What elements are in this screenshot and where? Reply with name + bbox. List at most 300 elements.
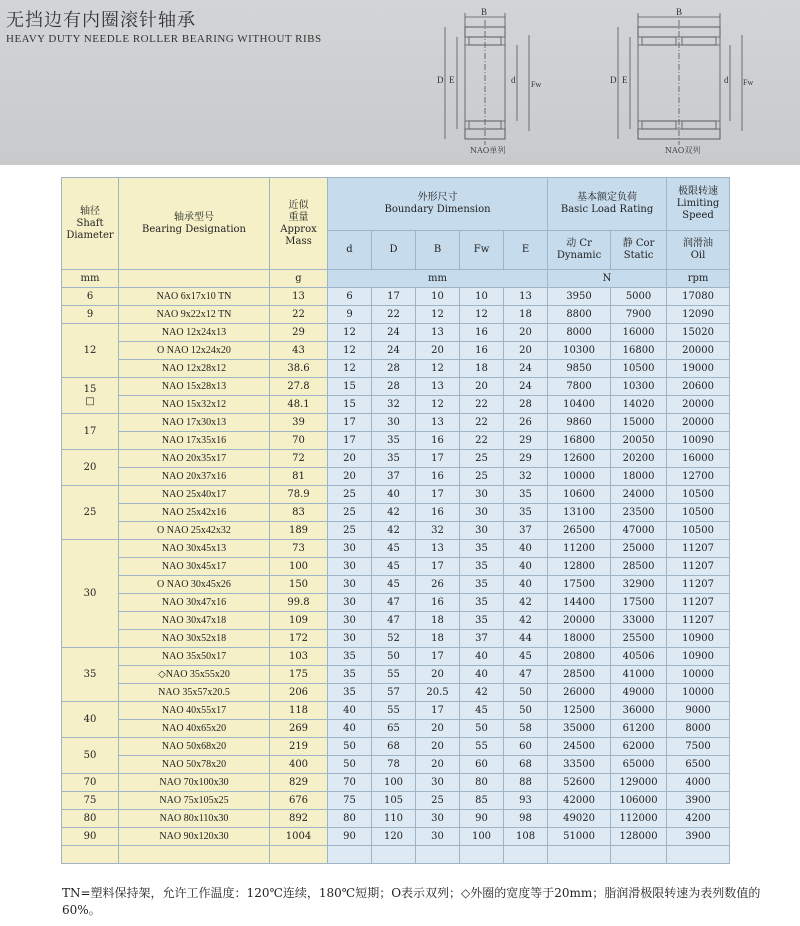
dim-fw-cell: 16 (460, 342, 504, 360)
shaft-diameter-cell (62, 774, 119, 792)
speed-cell: 19000 (667, 360, 730, 378)
designation-cell: NAO 35x57x20.5 (119, 684, 270, 702)
designation-cell: NAO 30x45x17 (119, 558, 270, 576)
dim-fw-cell: 90 (460, 810, 504, 828)
designation-cell: NAO 80x110x30 (119, 810, 270, 828)
empty-cell (611, 846, 667, 864)
dim-d-cell: 30 (372, 414, 416, 432)
speed-cell: 10000 (667, 684, 730, 702)
table-row (62, 666, 730, 684)
nao-double-row-drawing (600, 5, 754, 153)
dim-fw-cell: 35 (460, 612, 504, 630)
designation-cell: NAO 50x68x20 (119, 738, 270, 756)
dim-e-cell: 98 (504, 810, 548, 828)
dynamic-load-cell: 26000 (548, 684, 611, 702)
header-dim-col: d (328, 231, 372, 270)
static-load-cell: 49000 (611, 684, 667, 702)
dim-fw-cell: 22 (460, 432, 504, 450)
dim-fw-cell: 30 (460, 486, 504, 504)
header-text: Speed (682, 210, 714, 221)
header-text: Static (623, 250, 654, 261)
designation-cell: NAO 30x47x18 (119, 612, 270, 630)
table-row (62, 576, 730, 594)
dim-e-cell: 28 (504, 396, 548, 414)
dynamic-load-cell: 26500 (548, 522, 611, 540)
dim-e-cell: 20 (504, 342, 548, 360)
static-load-cell: 40506 (611, 648, 667, 666)
shaft-diameter-cell (62, 306, 119, 324)
header-dim-col: D (372, 231, 416, 270)
speed-cell: 11207 (667, 612, 730, 630)
mass-cell: 219 (270, 738, 328, 756)
speed-cell: 17080 (667, 288, 730, 306)
dim-d-cell: 30 (328, 540, 372, 558)
dynamic-load-cell: 3950 (548, 288, 611, 306)
static-load-cell: 16000 (611, 324, 667, 342)
table-row (62, 828, 730, 846)
mass-cell: 206 (270, 684, 328, 702)
header-dim-col: B (416, 231, 460, 270)
dim-fw-cell: 16 (460, 324, 504, 342)
table-row (62, 612, 730, 630)
dim-d-cell: 45 (372, 558, 416, 576)
dim-d-cell: 37 (372, 468, 416, 486)
dim-d-cell: 15 (328, 396, 372, 414)
mass-cell: 70 (270, 432, 328, 450)
dim-fw-cell: 37 (460, 630, 504, 648)
dynamic-load-cell: 20000 (548, 612, 611, 630)
mass-cell: 1004 (270, 828, 328, 846)
dim-e-cell: 68 (504, 756, 548, 774)
dim-d-cell: 30 (328, 594, 372, 612)
designation-cell: NAO 30x47x16 (119, 594, 270, 612)
table-row (62, 630, 730, 648)
dim-b-cell: 17 (416, 486, 460, 504)
dim-d-cell: 17 (328, 414, 372, 432)
dim-fw-cell: 30 (460, 504, 504, 522)
dim-e-cell: 42 (504, 612, 548, 630)
header-text: 动 Cr (566, 238, 592, 249)
designation-cell: NAO 70x100x30 (119, 774, 270, 792)
dim-b-cell: 16 (416, 594, 460, 612)
dim-d-cell: 30 (328, 612, 372, 630)
dim-d-cell: 35 (328, 684, 372, 702)
table-row (62, 378, 730, 396)
dim-label-d-outer: D (437, 75, 444, 85)
dim-d-cell: 42 (372, 522, 416, 540)
shaft-diameter-value: 90 (83, 830, 97, 842)
nao-single-row-drawing (425, 5, 555, 153)
shaft-diameter-value: 40 (83, 713, 97, 725)
page-title-en: HEAVY DUTY NEEDLE ROLLER BEARING WITHOUT RIBS (6, 33, 322, 45)
dim-d-cell: 35 (372, 432, 416, 450)
speed-cell: 11207 (667, 594, 730, 612)
dim-d-cell: 40 (328, 720, 372, 738)
empty-cell (270, 846, 328, 864)
shaft-diameter-mark: □ (85, 395, 95, 407)
caption-single-row: NAO单列 (470, 146, 506, 155)
dim-b-cell: 20 (416, 738, 460, 756)
mass-cell: 22 (270, 306, 328, 324)
mass-cell: 73 (270, 540, 328, 558)
dynamic-load-cell: 20800 (548, 648, 611, 666)
speed-cell: 10500 (667, 504, 730, 522)
header-text: 近似 (288, 199, 309, 211)
header-approx-mass (270, 178, 328, 270)
dim-b-cell: 20 (416, 720, 460, 738)
dim-fw-cell: 18 (460, 360, 504, 378)
dim-label-d-outer: D (610, 75, 617, 85)
dynamic-load-cell: 7800 (548, 378, 611, 396)
dynamic-load-cell: 18000 (548, 630, 611, 648)
designation-cell: NAO 6x17x10 TN (119, 288, 270, 306)
designation-cell: NAO 12x24x13 (119, 324, 270, 342)
dim-fw-cell: 60 (460, 756, 504, 774)
speed-cell: 3900 (667, 828, 730, 846)
table-row (62, 450, 730, 468)
designation-cell: NAO 15x32x12 (119, 396, 270, 414)
dynamic-load-cell: 42000 (548, 792, 611, 810)
header-boundary-dimension (328, 178, 548, 231)
dim-fw-cell: 50 (460, 720, 504, 738)
page-title-cn: 无挡边有内圈滚针轴承 (6, 10, 196, 31)
mass-cell: 118 (270, 702, 328, 720)
dim-d-cell: 40 (372, 486, 416, 504)
table-row (62, 738, 730, 756)
dim-d-cell: 15 (328, 378, 372, 396)
dynamic-load-cell: 10300 (548, 342, 611, 360)
dynamic-load-cell: 14400 (548, 594, 611, 612)
dim-fw-cell: 100 (460, 828, 504, 846)
mass-cell: 29 (270, 324, 328, 342)
speed-cell: 12700 (667, 468, 730, 486)
header-text: Bearing Designation (142, 223, 246, 235)
table-row (62, 342, 730, 360)
unit-load: N (548, 270, 667, 288)
designation-cell: NAO 15x28x13 (119, 378, 270, 396)
dim-e-cell: 13 (504, 288, 548, 306)
dim-d-cell: 30 (328, 558, 372, 576)
shaft-diameter-cell (62, 450, 119, 486)
speed-cell: 12090 (667, 306, 730, 324)
table-row (62, 468, 730, 486)
dim-e-cell: 24 (504, 360, 548, 378)
dim-d-cell: 24 (372, 324, 416, 342)
dim-b-cell: 10 (416, 288, 460, 306)
shaft-diameter-value: 50 (83, 749, 97, 761)
designation-cell: NAO 20x37x16 (119, 468, 270, 486)
dim-d-cell: 17 (372, 288, 416, 306)
table-row (62, 432, 730, 450)
dim-fw-cell: 35 (460, 594, 504, 612)
dim-e-cell: 37 (504, 522, 548, 540)
shaft-diameter-cell (62, 648, 119, 702)
speed-cell: 11207 (667, 558, 730, 576)
static-load-cell: 61200 (611, 720, 667, 738)
dim-b-cell: 13 (416, 324, 460, 342)
shaft-diameter-value: 12 (83, 344, 97, 356)
mass-cell: 48.1 (270, 396, 328, 414)
speed-cell: 10900 (667, 630, 730, 648)
dim-d-cell: 68 (372, 738, 416, 756)
table-row (62, 306, 730, 324)
dim-d-cell: 47 (372, 612, 416, 630)
dim-d-cell: 42 (372, 504, 416, 522)
header-text: Limiting (676, 198, 720, 209)
dim-d-cell: 35 (328, 648, 372, 666)
dim-e-cell: 108 (504, 828, 548, 846)
static-load-cell: 62000 (611, 738, 667, 756)
static-load-cell: 25000 (611, 540, 667, 558)
dim-d-cell: 55 (372, 666, 416, 684)
dim-b-cell: 12 (416, 360, 460, 378)
dim-b-cell: 30 (416, 774, 460, 792)
header-text: 基本额定负荷 (577, 192, 638, 203)
header-text: Shaft (76, 217, 104, 229)
dim-fw-cell: 10 (460, 288, 504, 306)
dim-d-cell: 90 (328, 828, 372, 846)
designation-cell: NAO 75x105x25 (119, 792, 270, 810)
dim-d-cell: 52 (372, 630, 416, 648)
table-row (62, 774, 730, 792)
dim-e-cell: 35 (504, 486, 548, 504)
dim-label-b: B (481, 7, 488, 17)
dim-e-cell: 32 (504, 468, 548, 486)
dim-label-e: E (622, 75, 628, 85)
mass-cell: 175 (270, 666, 328, 684)
dynamic-load-cell: 28500 (548, 666, 611, 684)
static-load-cell: 33000 (611, 612, 667, 630)
dim-d-cell: 17 (328, 432, 372, 450)
mass-cell: 189 (270, 522, 328, 540)
dim-d-cell: 32 (372, 396, 416, 414)
header-text: Basic Load Rating (560, 204, 654, 215)
speed-cell: 3900 (667, 792, 730, 810)
header-text: Boundary Dimension (384, 204, 491, 215)
header-text: Dynamic (556, 250, 602, 261)
shaft-diameter-cell (62, 288, 119, 306)
dim-b-cell: 12 (416, 306, 460, 324)
header-text: 静 Cor (622, 238, 655, 249)
designation-cell: NAO 12x28x12 (119, 360, 270, 378)
header-text: Approx (280, 223, 317, 235)
header-text: Oil (690, 250, 706, 261)
table-row (62, 396, 730, 414)
mass-cell: 100 (270, 558, 328, 576)
dynamic-load-cell: 9860 (548, 414, 611, 432)
speed-cell: 10000 (667, 666, 730, 684)
dim-d-cell: 57 (372, 684, 416, 702)
dim-b-cell: 12 (416, 396, 460, 414)
dim-b-cell: 17 (416, 558, 460, 576)
dim-b-cell: 17 (416, 450, 460, 468)
dim-d-cell: 55 (372, 702, 416, 720)
shaft-diameter-value: 35 (83, 668, 97, 680)
dim-d-cell: 80 (328, 810, 372, 828)
dim-b-cell: 16 (416, 504, 460, 522)
dim-e-cell: 50 (504, 684, 548, 702)
mass-cell: 27.8 (270, 378, 328, 396)
speed-cell: 8000 (667, 720, 730, 738)
static-load-cell: 10500 (611, 360, 667, 378)
designation-cell: O NAO 12x24x20 (119, 342, 270, 360)
dim-label-fw: Fw (743, 78, 754, 87)
dim-e-cell: 40 (504, 576, 548, 594)
header-text: 极限转速 (678, 186, 719, 197)
dim-d-cell: 30 (328, 576, 372, 594)
dim-e-cell: 50 (504, 702, 548, 720)
dim-e-cell: 20 (504, 324, 548, 342)
dim-e-cell: 47 (504, 666, 548, 684)
dim-d-cell: 100 (372, 774, 416, 792)
dim-fw-cell: 20 (460, 378, 504, 396)
unit-speed: rpm (667, 270, 730, 288)
mass-cell: 269 (270, 720, 328, 738)
speed-cell: 4200 (667, 810, 730, 828)
mass-cell: 103 (270, 648, 328, 666)
dim-b-cell: 16 (416, 432, 460, 450)
dynamic-load-cell: 10600 (548, 486, 611, 504)
designation-cell: NAO 40x55x17 (119, 702, 270, 720)
footnote: TN=塑料保持架，允许工作温度：120℃连续，180℃短期；O表示双列；◇外圈的宽度等于20mm；脂润滑极限转速为表列数值的60%。 (62, 886, 761, 917)
dim-e-cell: 45 (504, 648, 548, 666)
static-load-cell: 7900 (611, 306, 667, 324)
static-load-cell: 5000 (611, 288, 667, 306)
dim-d-cell: 22 (372, 306, 416, 324)
dim-e-cell: 93 (504, 792, 548, 810)
table-row (62, 720, 730, 738)
shaft-diameter-cell (62, 486, 119, 540)
static-load-cell: 112000 (611, 810, 667, 828)
dim-d-cell: 9 (328, 306, 372, 324)
dim-b-cell: 32 (416, 522, 460, 540)
dim-e-cell: 40 (504, 540, 548, 558)
empty-cell (548, 846, 611, 864)
static-load-cell: 28500 (611, 558, 667, 576)
dim-d-cell: 35 (372, 450, 416, 468)
designation-cell: NAO 40x65x20 (119, 720, 270, 738)
dim-fw-cell: 22 (460, 414, 504, 432)
dim-b-cell: 30 (416, 810, 460, 828)
static-load-cell: 25500 (611, 630, 667, 648)
speed-cell: 10500 (667, 522, 730, 540)
dim-b-cell: 17 (416, 702, 460, 720)
dim-b-cell: 26 (416, 576, 460, 594)
table-row (62, 486, 730, 504)
header-limiting-speed (667, 178, 730, 231)
mass-cell: 829 (270, 774, 328, 792)
designation-cell: ◇NAO 35x55x20 (119, 666, 270, 684)
static-load-cell: 36000 (611, 702, 667, 720)
table-row (62, 648, 730, 666)
designation-cell: NAO 90x120x30 (119, 828, 270, 846)
dynamic-load-cell: 12600 (548, 450, 611, 468)
dim-fw-cell: 45 (460, 702, 504, 720)
dim-b-cell: 18 (416, 612, 460, 630)
dim-e-cell: 26 (504, 414, 548, 432)
dim-b-cell: 18 (416, 630, 460, 648)
dim-label-d-inner: d (724, 75, 729, 85)
speed-cell: 15020 (667, 324, 730, 342)
header-basic-load-rating (548, 178, 667, 231)
shaft-diameter-value: 75 (83, 794, 97, 806)
mass-cell: 109 (270, 612, 328, 630)
dim-e-cell: 29 (504, 432, 548, 450)
static-load-cell: 15000 (611, 414, 667, 432)
dynamic-load-cell: 9850 (548, 360, 611, 378)
empty-cell (372, 846, 416, 864)
mass-cell: 72 (270, 450, 328, 468)
dim-d-cell: 30 (328, 630, 372, 648)
header-text: 轴承型号 (174, 211, 214, 223)
static-load-cell: 14020 (611, 396, 667, 414)
dim-b-cell: 17 (416, 648, 460, 666)
dim-d-cell: 20 (328, 468, 372, 486)
dim-d-cell: 12 (328, 324, 372, 342)
static-load-cell: 41000 (611, 666, 667, 684)
speed-cell: 11207 (667, 576, 730, 594)
static-load-cell: 20050 (611, 432, 667, 450)
shaft-diameter-cell (62, 324, 119, 378)
designation-cell: O NAO 25x42x32 (119, 522, 270, 540)
static-load-cell: 65000 (611, 756, 667, 774)
dim-fw-cell: 42 (460, 684, 504, 702)
dim-b-cell: 20 (416, 756, 460, 774)
dynamic-load-cell: 51000 (548, 828, 611, 846)
dim-fw-cell: 55 (460, 738, 504, 756)
dim-b-cell: 16 (416, 468, 460, 486)
dim-label-fw: Fw (531, 80, 542, 89)
dim-fw-cell: 80 (460, 774, 504, 792)
mass-cell: 400 (270, 756, 328, 774)
designation-cell: NAO 17x30x13 (119, 414, 270, 432)
speed-cell: 9000 (667, 702, 730, 720)
table-row (62, 504, 730, 522)
mass-cell: 43 (270, 342, 328, 360)
header-shaft-diameter (62, 178, 119, 270)
designation-cell: NAO 30x45x13 (119, 540, 270, 558)
shaft-diameter-cell (62, 738, 119, 774)
dim-d-cell: 28 (372, 360, 416, 378)
shaft-diameter-value: 6 (86, 290, 94, 302)
dim-b-cell: 13 (416, 414, 460, 432)
designation-cell: NAO 25x40x17 (119, 486, 270, 504)
speed-cell: 11207 (667, 540, 730, 558)
header-text: 润滑油 (683, 238, 714, 249)
header-bearing-designation (119, 178, 270, 270)
speed-cell: 20600 (667, 378, 730, 396)
header-static-cor (611, 231, 667, 270)
dim-fw-cell: 22 (460, 396, 504, 414)
header-dim-col: E (504, 231, 548, 270)
dim-e-cell: 42 (504, 594, 548, 612)
mass-cell: 99.8 (270, 594, 328, 612)
designation-cell: NAO 17x35x16 (119, 432, 270, 450)
shaft-diameter-value: 15 (83, 383, 97, 395)
dim-d-cell: 20 (328, 450, 372, 468)
dim-d-cell: 105 (372, 792, 416, 810)
dim-d-cell: 12 (328, 360, 372, 378)
dynamic-load-cell: 16800 (548, 432, 611, 450)
shaft-diameter-cell (62, 810, 119, 828)
dim-fw-cell: 85 (460, 792, 504, 810)
dynamic-load-cell: 35000 (548, 720, 611, 738)
header-text: Mass (285, 235, 312, 247)
dim-fw-cell: 30 (460, 522, 504, 540)
dynamic-load-cell: 49020 (548, 810, 611, 828)
shaft-diameter-cell (62, 540, 119, 648)
mass-cell: 78.9 (270, 486, 328, 504)
